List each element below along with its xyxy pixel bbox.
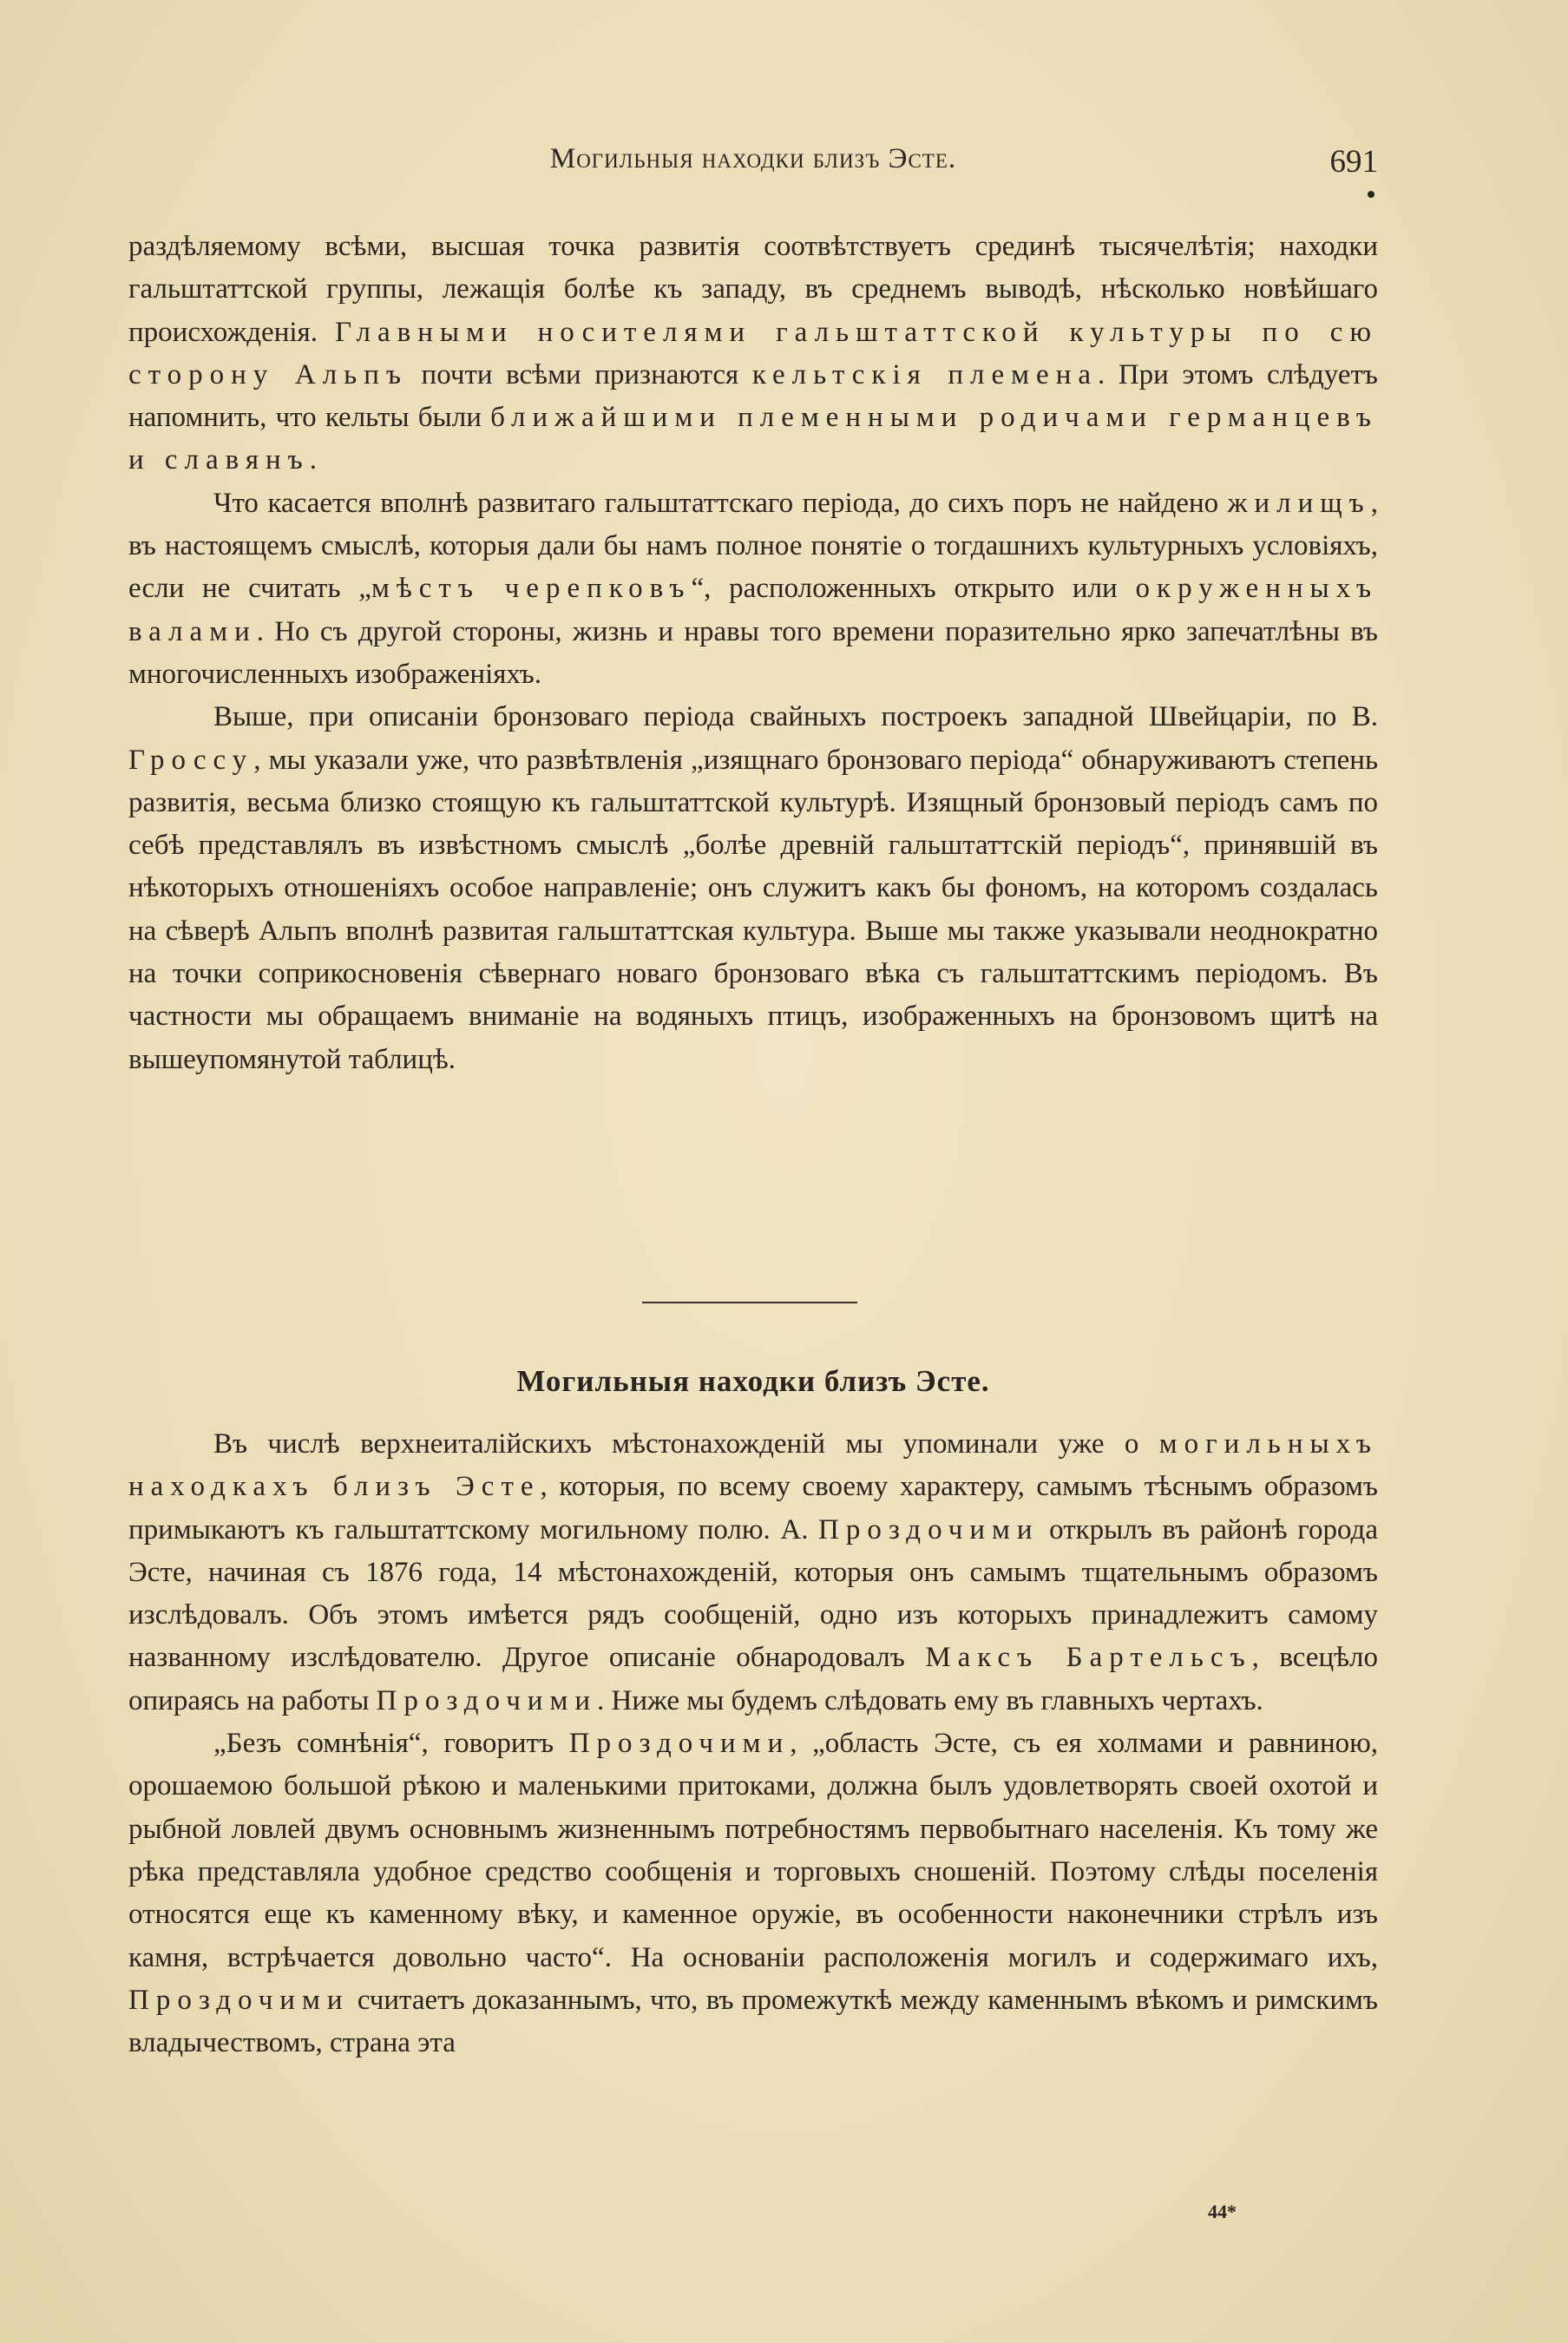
signature-mark: 44* xyxy=(1208,2201,1237,2222)
text-run: . При этомъ слѣдуетъ напомнить, что кельты были xyxy=(128,358,1378,434)
spaced-emphasis: кельтскія племена xyxy=(751,358,1098,390)
text-run: , въ настоящемъ смыслѣ, которыя дали бы намъ полное понятіе о тогдашнихъ культурныхъ условіяхъ, если не считать „ xyxy=(128,487,1378,605)
text-run: Въ числѣ верхнеиталійскихъ мѣстонахожденій мы упоминали уже о xyxy=(213,1428,1159,1460)
text-run: , которыя, по всему своему характеру, самымъ тѣснымъ образомъ примыкаютъ къ гальштаттскому могильному полю. А. xyxy=(128,1471,1379,1546)
text-run: , мы указали уже, что развѣтвленія „изящнаго бронзоваго періода“ обнаруживаютъ степень развитія, весьма близко стоящую къ гальштаттской культурѣ. Изящный бронзовый періодъ самъ по себѣ представлялъ въ извѣстномъ смыслѣ „болѣе древній гальштаттскій періодъ“, принявшій въ нѣкоторыхъ отношеніяхъ особое направленіе; онъ служитъ какъ бы фономъ, на которомъ создалась на сѣверѣ Альпъ вполнѣ развитая гальштаттская культура. Выше мы также указывали неоднократно на точки соприкосновенія сѣвернаго новаго бронзоваго вѣка съ гальштаттскимъ періодомъ. Въ частности мы обращаемъ вниманіе на водяныхъ птицъ, изображенныхъ на бронзовомъ щитѣ на вышеупомянутой таблицѣ. xyxy=(128,744,1378,1075)
paragraph xyxy=(128,226,1378,482)
text-run: . xyxy=(309,444,317,476)
text-run: , „область Эсте, съ ея холмами и равниною, орошаемою большой рѣкою и маленькими притоками, должна былъ удовлетворять своей охотой и рыбной ловлей двумъ основнымъ жизненнымъ потребностямъ первобытнаго населенія. Къ тому же рѣка представляла удобное средство сообщенія и торговыхъ сношеній. Поэтому слѣды поселенія относятся еще къ каменному вѣку, и каменное оружіе, въ особенности наконечники стрѣлъ изъ камня, встрѣчается довольно часто“. На основаніи расположенія могилъ и содержимаго ихъ, xyxy=(128,1728,1379,1973)
text-run: , всецѣло опираясь на работы xyxy=(128,1642,1378,1716)
spaced-emphasis: могильныхъ находкахъ близъ Эсте xyxy=(128,1428,1378,1503)
text-run: . Ниже мы будемъ слѣдовать ему въ главныхъ чертахъ. xyxy=(597,1684,1263,1716)
ink-dot xyxy=(1368,191,1374,198)
text-run: „Безъ сомнѣнія“, говоритъ xyxy=(213,1728,569,1760)
text-run: почти всѣми признаются xyxy=(407,358,752,390)
text-block-top xyxy=(128,226,1378,1081)
text-run: “, расположенныхъ открыто или xyxy=(691,573,1136,605)
paragraph xyxy=(128,1423,1378,1723)
spaced-emphasis: Проздочими xyxy=(376,1684,598,1716)
spaced-emphasis: окруженныхъ валами xyxy=(128,573,1379,647)
spaced-emphasis: Проздочими xyxy=(818,1513,1040,1546)
spaced-emphasis: Проздочими xyxy=(128,1984,350,2016)
spaced-emphasis: Максъ Бартельсъ xyxy=(925,1642,1252,1674)
spaced-emphasis: мѣстъ черепковъ xyxy=(371,573,692,605)
text-run: открылъ въ районѣ города Эсте, начиная съ 1876 года, 14 мѣстонахожденій, которыя онъ самымъ тщательнымъ образомъ изслѣдовалъ. Объ этомъ имѣется рядъ сообщеній, одно изъ которыхъ принадлежитъ самому названному изслѣдователю. Другое описаніе обнародовалъ xyxy=(128,1513,1378,1674)
running-title: Могильныя находки близъ Эсте. xyxy=(549,143,957,174)
paragraph xyxy=(128,482,1378,696)
text-run: Что касается вполнѣ развитаго гальштаттскаго періода, до сихъ поръ не найдено xyxy=(213,487,1228,519)
text-block-bottom xyxy=(128,1423,1378,2064)
text-run: раздѣляемому всѣми, высшая точка развитія соотвѣтствуетъ срединѣ тысячелѣтія; находки гальштаттской группы, лежащія болѣе къ западу, въ среднемъ выводѣ, нѣсколько новѣйшаго происхожденія. xyxy=(128,231,1378,348)
spaced-emphasis: Проздочими xyxy=(568,1728,791,1760)
section-title: Могильныя находки близъ Эсте. xyxy=(516,1364,990,1398)
paragraph xyxy=(128,1723,1378,2064)
spaced-emphasis: Гроссу xyxy=(128,744,254,776)
spaced-emphasis: Главными носителями гальштаттской культуры по сю сторону Альпъ xyxy=(128,316,1378,390)
text-run: Выше, при описаніи бронзоваго періода свайныхъ построекъ западной Швейцаріи, по В. xyxy=(213,701,1378,733)
text-run: считаетъ доказаннымъ, что, въ промежуткѣ между каменнымъ вѣкомъ и римскимъ владычествомъ, страна эта xyxy=(128,1984,1378,2059)
section-divider xyxy=(642,1302,857,1303)
spaced-emphasis: жилищъ xyxy=(1227,487,1371,519)
page-number: 691 xyxy=(1329,144,1378,180)
paragraph xyxy=(128,696,1378,1081)
running-head xyxy=(128,143,1378,181)
spaced-emphasis: ближайшими племенными родичами германцевъ и славянъ xyxy=(128,402,1378,476)
text-run: . Но съ другой стороны, жизнь и нравы того времени поразительно ярко запечатлѣны въ многочисленныхъ изображеніяхъ. xyxy=(128,615,1378,690)
